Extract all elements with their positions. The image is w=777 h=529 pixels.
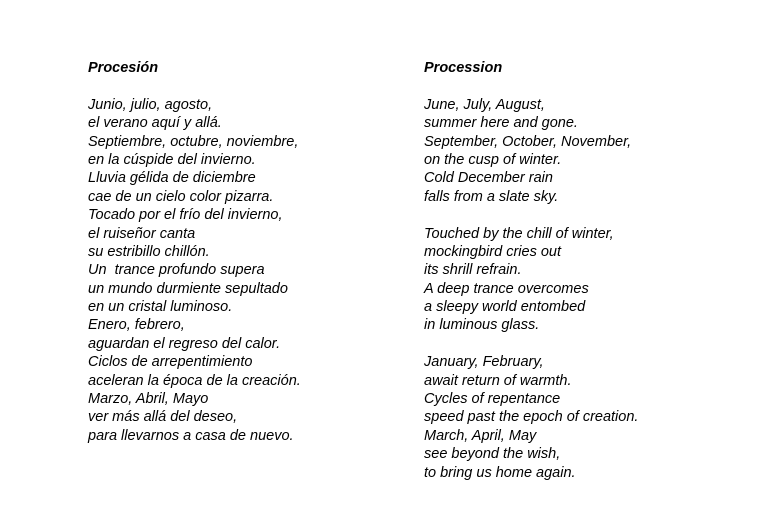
stanza: [424, 225, 754, 335]
stanza: [88, 96, 418, 445]
poem-line: Ciclos de arrepentimiento: [88, 354, 253, 371]
poem-line: in luminous glass.: [424, 317, 540, 334]
poem-line: Cold December rain: [424, 170, 553, 187]
poem-line: Lluvia gélida de diciembre: [88, 170, 256, 187]
poem-line: Touched by the chill of winter,: [424, 225, 614, 242]
stanza-gap: [424, 77, 754, 95]
poem-line: aceleran la época de la creación.: [88, 372, 301, 389]
poem-line: January, February,: [424, 354, 544, 371]
poem-line: aguardan el regreso del calor.: [88, 335, 281, 352]
poem-line: un mundo durmiente sepultado: [88, 280, 288, 297]
poem-line: en un cristal luminoso.: [88, 299, 233, 316]
poem-line: March, April, May: [424, 427, 537, 444]
poem-line: Junio, julio, agosto,: [88, 96, 213, 113]
poem-spanish: [88, 59, 418, 445]
poem-line: cae de un cielo color pizarra.: [88, 188, 274, 205]
poem-line: Septiembre, octubre, noviembre,: [88, 133, 299, 150]
poem-line: falls from a slate sky.: [424, 188, 559, 205]
poem-line: to bring us home again.: [424, 464, 576, 481]
poem-line: en la cúspide del invierno.: [88, 151, 256, 168]
poem-line: speed past the epoch of creation.: [424, 409, 639, 426]
poem-line: Un trance profundo supera: [88, 262, 265, 279]
poem-line: mockingbird cries out: [424, 243, 561, 260]
poem-line: September, October, November,: [424, 133, 632, 150]
poem-line: Enero, febrero,: [88, 317, 185, 334]
poem-line: see beyond the wish,: [424, 446, 561, 463]
poem-line: el ruiseñor canta: [88, 225, 196, 242]
poem-line: Tocado por el frío del invierno,: [88, 207, 283, 224]
poem-line: para llevarnos a casa de nuevo.: [88, 427, 294, 444]
poem-line: su estribillo chillón.: [88, 243, 210, 260]
poem-line: on the cusp of winter.: [424, 151, 562, 168]
stanza: [424, 353, 754, 482]
poem-line: its shrill refrain.: [424, 262, 522, 279]
poem-english: [424, 59, 754, 482]
poem-line: ver más allá del deseo,: [88, 409, 238, 426]
poem-title-english: Procession: [424, 60, 503, 76]
stanza-gap: [88, 77, 418, 95]
stanza-gap: [424, 335, 754, 353]
poem-line: summer here and gone.: [424, 115, 578, 132]
poem-body-spanish: [88, 96, 418, 445]
poem-line: Marzo, Abril, Mayo: [88, 391, 209, 408]
poem-line: A deep trance overcomes: [424, 280, 589, 297]
poem-line: Cycles of repentance: [424, 391, 561, 408]
stanza-gap: [424, 206, 754, 224]
poem-line: a sleepy world entombed: [424, 299, 586, 316]
poem-line: June, July, August,: [424, 96, 545, 113]
poem-line: await return of warmth.: [424, 372, 572, 389]
poem-title-spanish: Procesión: [88, 60, 159, 76]
stanza: [424, 96, 754, 206]
poem-body-english: [424, 96, 754, 482]
poem-line: el verano aquí y allá.: [88, 115, 222, 132]
